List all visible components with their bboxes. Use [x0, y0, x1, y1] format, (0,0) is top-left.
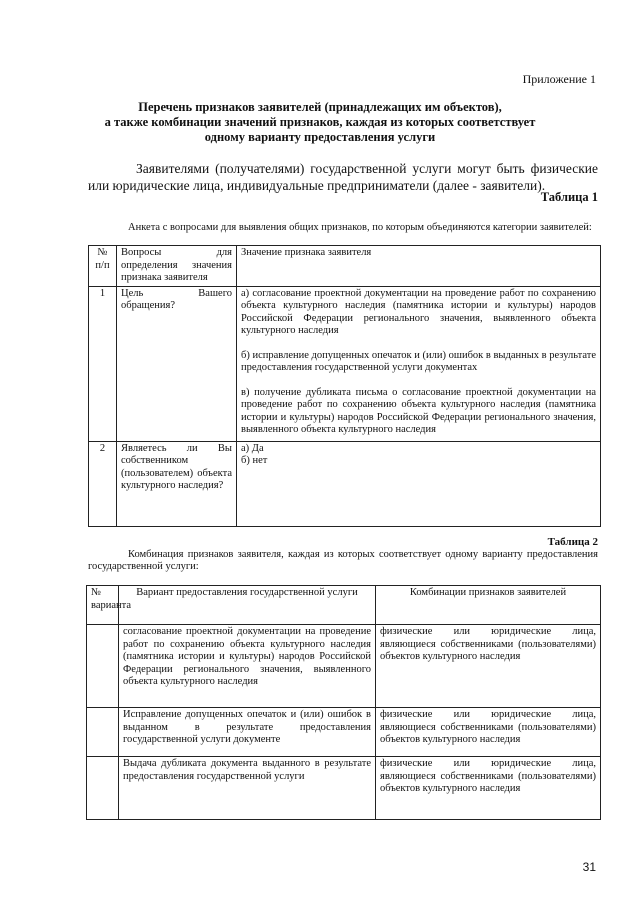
row-values	[237, 441, 601, 526]
table-header-row	[87, 586, 601, 625]
table-row	[87, 757, 601, 820]
table1-lead: Анкета с вопросами для выявления общих признаков, по которым объединяются категории заявителей:	[128, 222, 592, 233]
table-row	[87, 708, 601, 757]
table2-caption: Таблица 2	[547, 536, 598, 548]
table-applicant-questions	[88, 245, 601, 527]
row-variant: согласование проектной документации на проведение работ по сохранению объекта культурного наследия (памятника истории и культуры) народов Российской Федерации регионального значения, выявленного объекта культурного наследия	[119, 625, 376, 708]
value-option-b: б) нет	[241, 455, 268, 466]
value-option-a: а) согласование проектной документации на проведение работ по сохранению объекта культурного наследия (памятника истории и культуры) народов Российской Федерации регионального значения, выявленного объекта культурного наследия	[241, 287, 596, 336]
title-line-3: одному варианту предоставления услуги	[204, 130, 436, 144]
table-header-row	[89, 246, 601, 287]
row-combination: физические или юридические лица, являющиеся собственниками (пользователями) объектов культурного наследия	[376, 708, 601, 757]
row-num	[87, 625, 119, 708]
row-combination: физические или юридические лица, являющиеся собственниками (пользователями) объектов культурного наследия	[376, 757, 601, 820]
header-question: Вопросы для определения значения признака заявителя	[117, 246, 237, 287]
table-row	[89, 441, 601, 526]
header-num: № варианта	[87, 586, 119, 625]
value-option-a: а) Да	[241, 442, 264, 454]
row-num: 2	[89, 441, 117, 526]
header-value: Значение признака заявителя	[237, 246, 601, 287]
document-title	[80, 100, 560, 145]
row-combination: физические или юридические лица, являющиеся собственниками (пользователями) объектов культурного наследия	[376, 625, 601, 708]
table-row	[89, 286, 601, 441]
row-num	[87, 708, 119, 757]
value-option-c: в) получение дубликата письма о согласование проектной документации на проведение работ по сохранению объекта культурного наследия (памятника истории и культуры) народов Российской Федерации регионального значения, выявленного объекта культурного наследия	[241, 386, 596, 435]
row-question: Являетесь ли Вы собственником (пользователем) объекта культурного наследия?	[117, 441, 237, 526]
title-line-1: Перечень признаков заявителей (принадлежащих им объектов),	[138, 100, 502, 114]
row-question: Цель Вашего обращения?	[117, 286, 237, 441]
table2-lead: Комбинация признаков заявителя, каждая из которых соответствует одному варианту предоставления государственной услуги:	[88, 549, 598, 572]
header-combination: Комбинации признаков заявителей	[376, 586, 601, 625]
intro-paragraph: Заявителями (получателями) государственной услуги могут быть физические или юридические лица, индивидуальные предприниматели (далее - заявители).	[88, 161, 598, 193]
appendix-label: Приложение 1	[522, 72, 596, 86]
row-values	[237, 286, 601, 441]
row-variant: Выдача дубликата документа выданного в результате предоставления государственной услуги	[119, 757, 376, 820]
header-variant: Вариант предоставления государственной услуги	[119, 586, 376, 625]
table-row	[87, 625, 601, 708]
title-line-2: а также комбинации значений признаков, каждая из которых соответствует	[104, 115, 536, 129]
row-num: 1	[89, 286, 117, 441]
table-service-variants	[86, 585, 601, 820]
page-number: 31	[582, 860, 596, 874]
value-option-b: б) исправление допущенных опечаток и (или) ошибок в выданных в результате предоставления государственной услуги документах	[241, 349, 596, 373]
row-num	[87, 757, 119, 820]
header-num: № п/п	[89, 246, 117, 287]
table1-caption: Таблица 1	[540, 190, 598, 204]
row-variant: Исправление допущенных опечаток и (или) ошибок в выданном в результате предоставления государственной услуги документе	[119, 708, 376, 757]
